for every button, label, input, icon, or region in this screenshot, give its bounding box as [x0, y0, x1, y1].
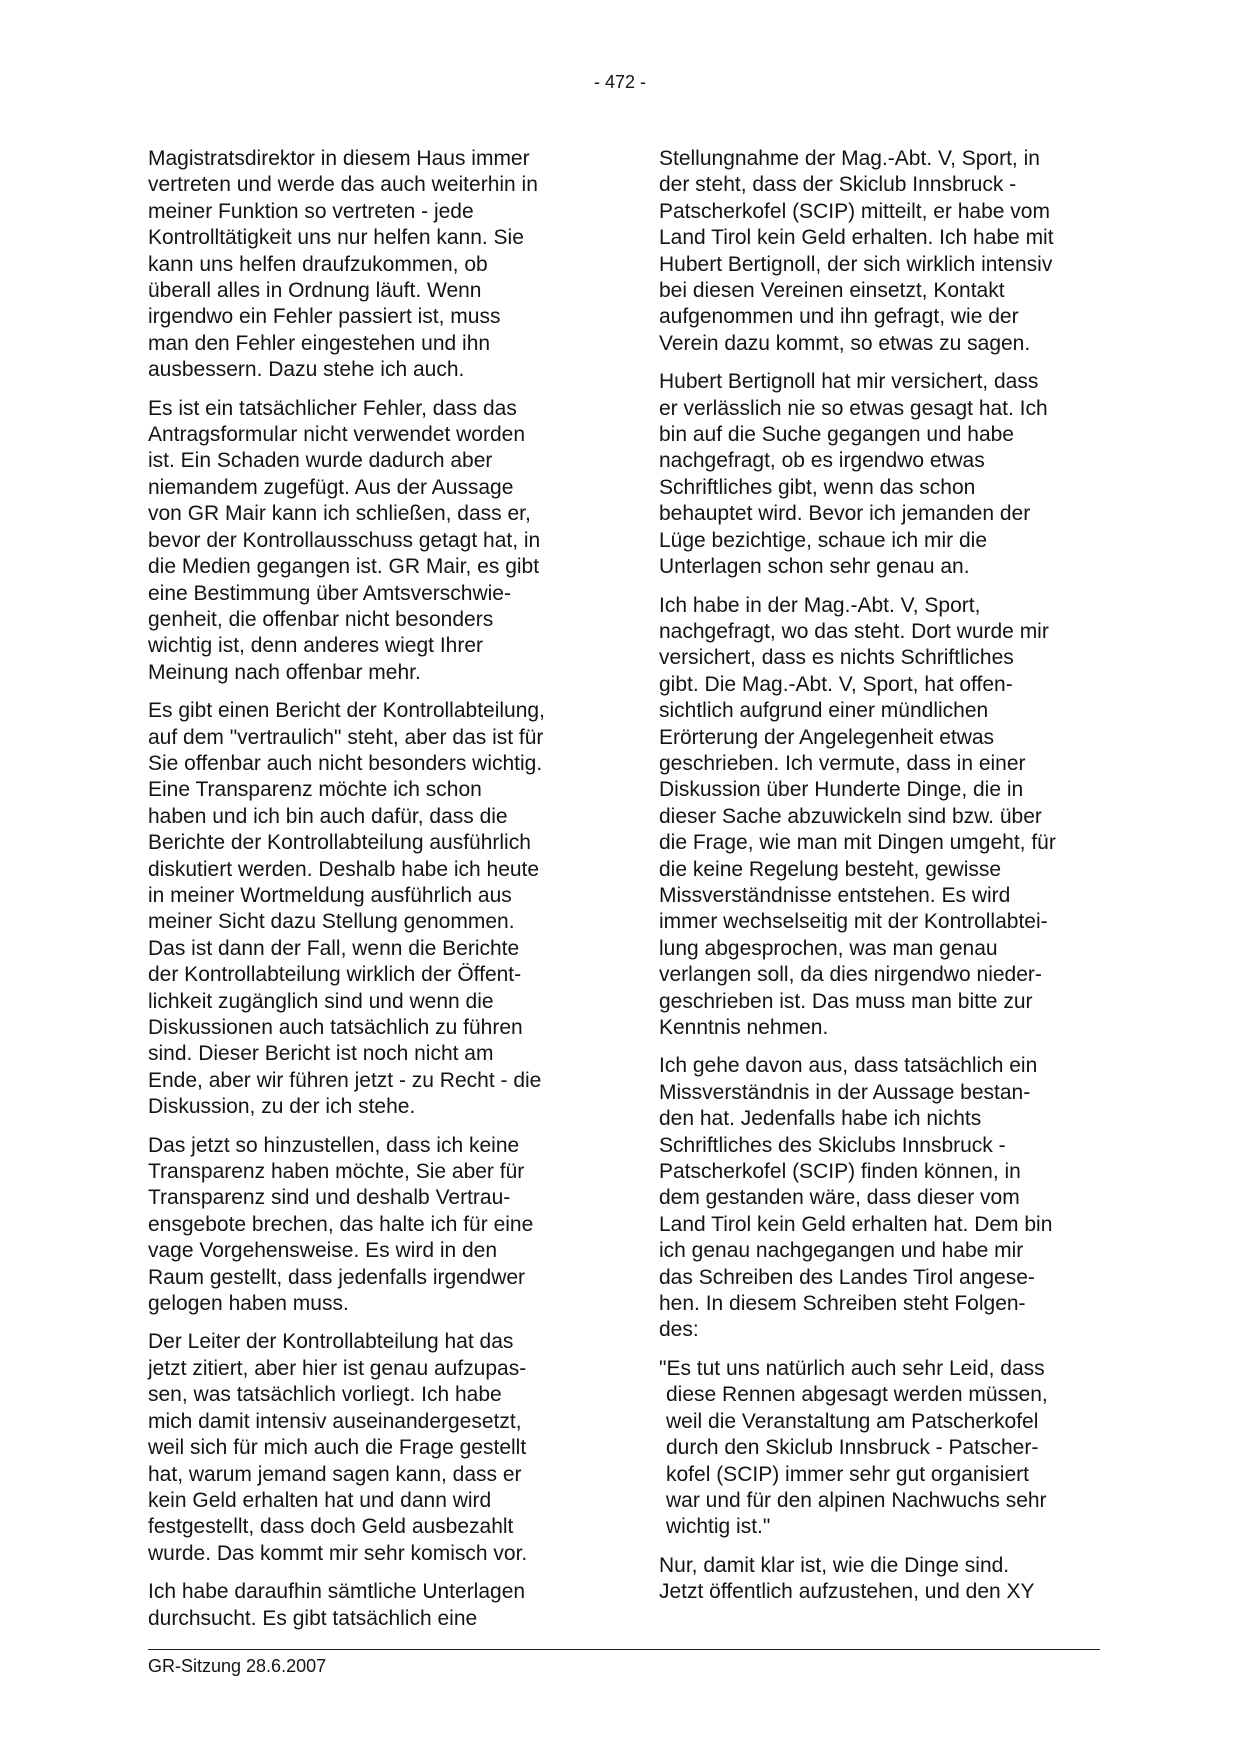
right-text-column	[659, 146, 1101, 1618]
text-line: mich damit intensiv auseinandergesetzt,	[148, 1409, 522, 1433]
text-line: niemandem zugefügt. Aus der Aussage	[148, 475, 514, 499]
text-line: die Medien gegangen ist. GR Mair, es gibt	[148, 555, 540, 579]
text-line: wichtig ist."	[666, 1515, 771, 1539]
text-line: dieser Sache abzuwickeln sind bzw. über	[659, 804, 1042, 828]
text-line: der Kontrollabteilung wirklich der Öffent-	[148, 963, 522, 987]
text-line: ist. Ein Schaden wurde dadurch aber	[148, 449, 493, 473]
text-line: hat, warum jemand sagen kann, dass er	[148, 1462, 522, 1486]
text-line: jetzt zitiert, aber hier ist genau aufzupas-	[148, 1356, 527, 1380]
text-line: Berichte der Kontrollabteilung ausführlich	[148, 831, 531, 855]
text-line: Der Leiter der Kontrollabteilung hat das	[148, 1330, 514, 1354]
text-line: von GR Mair kann ich schließen, dass er,	[148, 502, 531, 526]
text-line: den hat. Jedenfalls habe ich nichts	[659, 1107, 982, 1131]
text-line: Patscherkofel (SCIP) mitteilt, er habe vom	[659, 199, 1050, 223]
text-line: weil sich für mich auch die Frage gestellt	[148, 1436, 527, 1460]
text-line: festgestellt, dass doch Geld ausbezahlt	[148, 1515, 514, 1539]
text-line: immer wechselseitig mit der Kontrollabtei-	[659, 910, 1048, 934]
paragraph	[148, 1329, 586, 1567]
text-line: Unterlagen schon sehr genau an.	[659, 555, 970, 579]
text-line: bin auf die Suche gegangen und habe	[659, 423, 1014, 447]
text-line: Ich habe daraufhin sämtliche Unterlagen	[148, 1580, 526, 1604]
text-line: Hubert Bertignoll hat mir versichert, dass	[659, 370, 1039, 394]
text-line: Hubert Bertignoll, der sich wirklich intensiv	[659, 252, 1053, 276]
text-line: überall alles in Ordnung läuft. Wenn	[148, 279, 482, 303]
quote-paragraph	[659, 1356, 1101, 1541]
text-line: Diskussionen auch tatsächlich zu führen	[148, 1016, 523, 1039]
text-line: Stellungnahme der Mag.-Abt. V, Sport, in	[659, 147, 1040, 170]
paragraph	[659, 146, 1101, 357]
text-line: bevor der Kontrollausschuss getagt hat, in	[148, 528, 541, 552]
text-line: Schriftliches des Skiclubs Innsbruck -	[659, 1133, 1006, 1157]
text-line: Missverständnisse entstehen. Es wird	[659, 883, 1011, 907]
text-line: Das jetzt so hinzustellen, dass ich keine	[148, 1133, 520, 1157]
text-line: Erörterung der Angelegenheit etwas	[659, 725, 995, 749]
text-line: Verein dazu kommt, so etwas zu sagen.	[659, 331, 1031, 355]
text-line: in meiner Wortmeldung ausführlich aus	[148, 883, 512, 907]
text-line: Das ist dann der Fall, wenn die Berichte	[148, 936, 520, 960]
text-line: kofel (SCIP) immer sehr gut organisiert	[666, 1462, 1029, 1486]
text-line: nachgefragt, wo das steht. Dort wurde mir	[659, 619, 1049, 643]
text-line: sichtlich aufgrund einer mündlichen	[659, 699, 989, 723]
text-line: die Frage, wie man mit Dingen umgeht, für	[659, 831, 1056, 855]
text-line: durch den Skiclub Innsbruck - Patscher-	[666, 1436, 1039, 1460]
text-line: meiner Funktion so vertreten - jede	[148, 199, 474, 223]
text-line: Antragsformular nicht verwendet worden	[148, 423, 526, 447]
text-line: er verlässlich nie so etwas gesagt hat. Ich	[659, 396, 1048, 420]
text-line: gelogen haben muss.	[148, 1292, 349, 1316]
text-line: Transparenz sind und deshalb Vertrau-	[148, 1186, 511, 1210]
text-line: Diskussion, zu der ich stehe.	[148, 1095, 416, 1119]
text-line: Ende, aber wir führen jetzt - zu Recht - die	[148, 1068, 542, 1092]
text-line: die keine Regelung besteht, gewisse	[659, 857, 1002, 881]
paragraph	[148, 396, 586, 686]
text-line: Lüge bezichtige, schaue ich mir die	[659, 528, 988, 552]
text-line: auf dem "vertraulich" steht, aber das ist für	[148, 725, 544, 749]
text-line: lung abgesprochen, was man genau	[659, 936, 998, 960]
text-line: Es ist ein tatsächlicher Fehler, dass das	[148, 396, 517, 420]
paragraph	[148, 698, 586, 1121]
text-line: Eine Transparenz möchte ich schon	[148, 778, 482, 802]
text-line: kein Geld erhalten hat und dann wird	[148, 1488, 492, 1512]
text-line: aufgenommen und ihn gefragt, wie der	[659, 305, 1019, 329]
text-line: Nur, damit klar ist, wie die Dinge sind.	[659, 1553, 1010, 1577]
text-line: "Es tut uns natürlich auch sehr Leid, dass	[659, 1356, 1045, 1380]
paragraph	[659, 369, 1101, 580]
text-line: Transparenz haben möchte, Sie aber für	[148, 1160, 525, 1184]
text-line: Schriftliches gibt, wenn das schon	[659, 475, 976, 499]
paragraph	[659, 1553, 1101, 1606]
text-line: hen. In diesem Schreiben steht Folgen-	[659, 1292, 1026, 1316]
text-line: genheit, die offenbar nicht besonders	[148, 607, 494, 631]
text-line: geschrieben. Ich vermute, dass in einer	[659, 751, 1026, 775]
text-line: irgendwo ein Fehler passiert ist, muss	[148, 305, 501, 329]
footer-session-date: GR-Sitzung 28.6.2007	[148, 1656, 327, 1676]
text-line: des:	[659, 1318, 699, 1342]
text-line: vage Vorgehensweise. Es wird in den	[148, 1239, 498, 1263]
paragraph	[148, 1579, 586, 1632]
page-number: - 472 -	[593, 72, 647, 92]
left-text-column	[148, 146, 586, 1644]
text-line: Es gibt einen Bericht der Kontrollabteilung,	[148, 699, 545, 723]
text-line: gibt. Die Mag.-Abt. V, Sport, hat offen-	[659, 672, 1013, 696]
text-line: bei diesen Vereinen einsetzt, Kontakt	[659, 279, 1005, 303]
text-line: Missverständnis in der Aussage bestan-	[659, 1080, 1031, 1104]
text-line: haben und ich bin auch dafür, dass die	[148, 804, 508, 828]
paragraph	[148, 146, 586, 384]
text-line: wurde. Das kommt mir sehr komisch vor.	[148, 1541, 528, 1565]
text-line: verlangen soll, da dies nirgendwo nieder-	[659, 963, 1042, 987]
text-line: der steht, dass der Skiclub Innsbruck -	[659, 173, 1017, 197]
text-line: Diskussion über Hunderte Dinge, die in	[659, 778, 1024, 802]
text-line: meiner Sicht dazu Stellung genommen.	[148, 910, 515, 934]
text-line: ich genau nachgegangen und habe mir	[659, 1239, 1024, 1263]
text-line: durchsucht. Es gibt tatsächlich eine	[148, 1606, 478, 1630]
text-line: geschrieben ist. Das muss man bitte zur	[659, 989, 1033, 1013]
text-line: Ich gehe davon aus, dass tatsächlich ein	[659, 1054, 1038, 1078]
text-line: behauptet wird. Bevor ich jemanden der	[659, 502, 1031, 526]
text-line: weil die Veranstaltung am Patscherkofel	[666, 1409, 1039, 1433]
text-line: Jetzt öffentlich aufzustehen, und den XY	[659, 1580, 1035, 1604]
text-line: lichkeit zugänglich sind und wenn die	[148, 989, 494, 1013]
text-line: Land Tirol kein Geld erhalten. Ich habe mit	[659, 226, 1054, 250]
text-line: Sie offenbar auch nicht besonders wichtig.	[148, 751, 543, 775]
text-line: sen, was tatsächlich vorliegt. Ich habe	[148, 1383, 502, 1407]
text-line: Meinung nach offenbar mehr.	[148, 660, 421, 684]
text-line: vertreten und werde das auch weiterhin in	[148, 173, 538, 197]
text-line: Kenntnis nehmen.	[659, 1016, 829, 1039]
text-line: man den Fehler eingestehen und ihn	[148, 331, 491, 355]
text-line: sind. Dieser Bericht ist noch nicht am	[148, 1042, 494, 1066]
paragraph	[148, 1133, 586, 1318]
text-line: Magistratsdirektor in diesem Haus immer	[148, 147, 530, 170]
text-line: wichtig ist, denn anderes wiegt Ihrer	[148, 634, 484, 658]
paragraph	[659, 1053, 1101, 1343]
text-line: Raum gestellt, dass jedenfalls irgendwer	[148, 1265, 526, 1289]
text-line: war und für den alpinen Nachwuchs sehr	[666, 1488, 1047, 1512]
text-line: ausbessern. Dazu stehe ich auch.	[148, 358, 465, 382]
text-line: diese Rennen abgesagt werden müssen,	[666, 1383, 1048, 1407]
text-line: eine Bestimmung über Amtsverschwie-	[148, 581, 511, 605]
text-line: diskutiert werden. Deshalb habe ich heute	[148, 857, 540, 881]
text-line: kann uns helfen draufzukommen, ob	[148, 252, 488, 276]
text-line: Ich habe in der Mag.-Abt. V, Sport,	[659, 593, 981, 617]
footer-divider	[148, 1649, 1100, 1650]
text-line: dem gestanden wäre, dass dieser vom	[659, 1186, 1020, 1210]
text-line: ensgebote brechen, das halte ich für eine	[148, 1212, 534, 1236]
text-line: Land Tirol kein Geld erhalten hat. Dem bin	[659, 1212, 1053, 1236]
paragraph	[659, 593, 1101, 1042]
text-line: nachgefragt, ob es irgendwo etwas	[659, 449, 985, 473]
text-line: Patscherkofel (SCIP) finden können, in	[659, 1160, 1021, 1184]
text-line: Kontrolltätigkeit uns nur helfen kann. Sie	[148, 226, 524, 250]
text-line: das Schreiben des Landes Tirol angese-	[659, 1265, 1035, 1289]
text-line: versichert, dass es nichts Schriftliches	[659, 646, 1014, 670]
